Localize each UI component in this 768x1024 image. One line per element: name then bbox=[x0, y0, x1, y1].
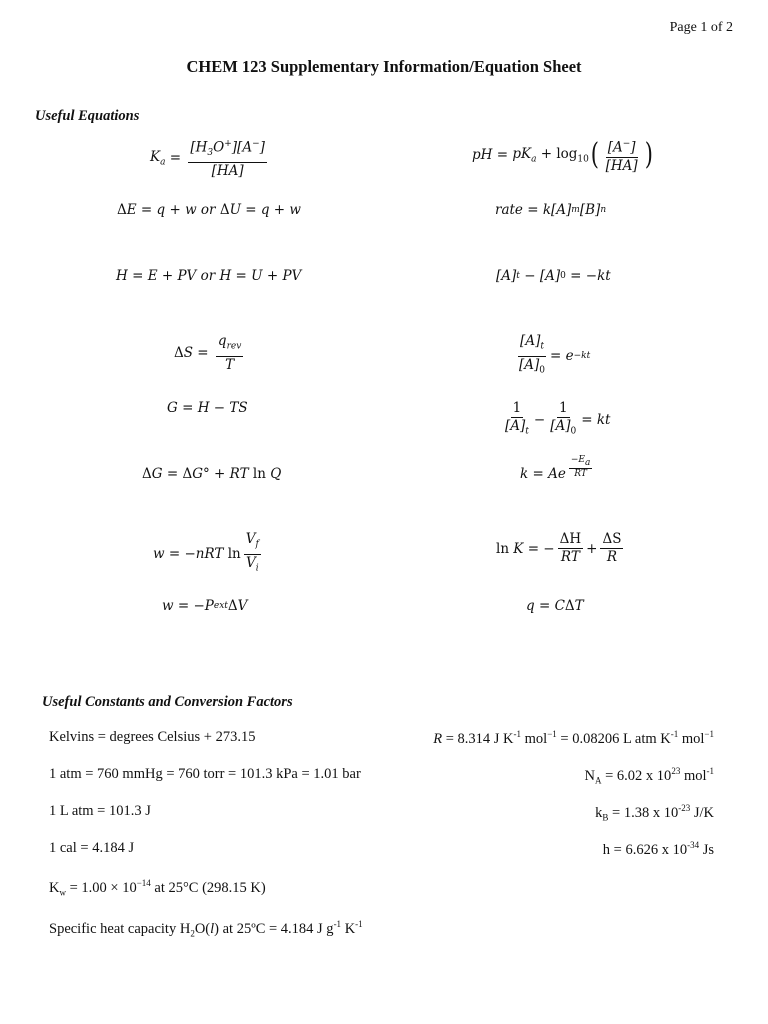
gibbs-equation: G = H − TS bbox=[167, 400, 248, 416]
useful-equations-heading: Useful Equations bbox=[35, 108, 140, 124]
entropy-equation: Δ S = $\frac{q_{rev}}{T}$ bbox=[174, 333, 242, 373]
heat-equation: q = C Δ T bbox=[526, 598, 584, 614]
atm-conversion: 1 atm = 760 mmHg = 760 torr = 101.3 kPa = 1.01 bar bbox=[49, 766, 361, 782]
constants-heading: Useful Constants and Conversion Factors bbox=[42, 694, 293, 710]
gibbs-q-equation: Δ G = Δ G° + RT ln Q bbox=[142, 466, 282, 482]
page-number: Page 1 of 2 bbox=[669, 20, 733, 35]
ka-equation: $K_a$ = $\frac{[H_3O^+][A^-]}{[HA]}$ bbox=[150, 136, 270, 180]
gas-constant: R = 8.314 J $K^{-1}$ mol$^{-1}$ = 0.08206 L atm $K^{-1}$ mol$^{-1}$ bbox=[433, 729, 714, 747]
avogadro-constant: $N_A = 6.02$ x $10^{23}$ mol$^{-1}$ bbox=[584, 766, 714, 786]
first-order-equation: $\frac{[A]_t}{[A]_0}$ = e −kt bbox=[519, 333, 591, 376]
latm-conversion: 1 L atm = 101.3 J bbox=[49, 803, 151, 819]
water-ion-product: $K_w = 1.00 \times 10^{-14}$ at 25°C (298.15 K) bbox=[49, 878, 266, 898]
isothermal-work-equation: w = − nRT ln $\frac{V_f}{V_i}$ bbox=[153, 531, 259, 574]
calorie-conversion: 1 cal = 4.184 J bbox=[49, 840, 135, 856]
second-order-equation: $\frac{1}{[A]_t}$ − $\frac{1}{[A]_0}$ = kt bbox=[505, 400, 611, 437]
kelvin-conversion: Kelvins = degrees Celsius + 273.15 bbox=[49, 729, 256, 745]
arrhenius-equation: k = Ae $\frac{-E_a}{RT}$ bbox=[520, 455, 591, 482]
enthalpy-equation: H = E + PV or H = U + PV bbox=[116, 268, 302, 284]
planck-constant: h = 6.626 x $10^{-34}$ Js bbox=[602, 840, 714, 858]
van-t-hoff-equation: ln K = − $\frac{\Delta H}{RT}$ + $\frac{\Delta S}{R}$ bbox=[496, 531, 622, 565]
zero-order-equation: [A] t − [A] 0 = − kt bbox=[496, 268, 611, 284]
internal-energy-equation: Δ E = q + w or Δ U = q + w bbox=[117, 202, 301, 218]
rate-law-equation: rate = k[A] m [B] n bbox=[495, 202, 607, 218]
external-work-equation: w = − P ext Δ V bbox=[162, 598, 248, 614]
boltzmann-constant: $k_B = 1.38$ x $10^{-23}$ J/K bbox=[595, 803, 714, 823]
ph-equation: pH = $pK_a$ + $\log_{10}$ ( $\frac{[A^-]}{[HA]}$ ) bbox=[472, 137, 653, 174]
page-title: CHEM 123 Supplementary Information/Equation Sheet bbox=[186, 57, 582, 76]
specific-heat-water: Specific heat capacity $H_2O(l)$ at 25ºC = 4.184 J $g^{-1}$ $K^{-1}$ bbox=[49, 919, 363, 939]
